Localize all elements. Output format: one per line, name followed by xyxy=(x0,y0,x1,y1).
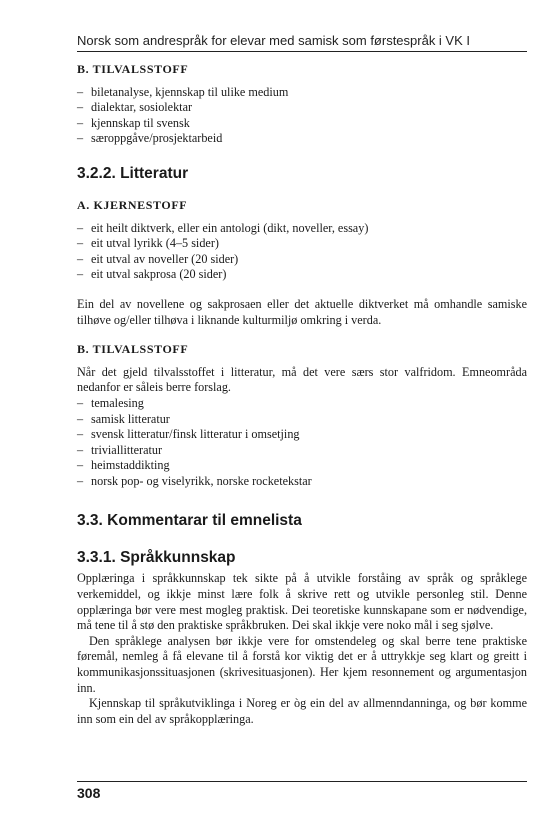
list-item: – eit utval sakprosa (20 sider) xyxy=(77,267,527,283)
heading-litteratur: 3.2.2. Litteratur xyxy=(77,164,189,182)
paragraph: Den språklege analysen bør ikkje vere for omstendeleg og skal berre tene praktiske føremål, nemleg å få elevane til å forstå kor viktig det er å uttrykkje seg klart og greitt i kommunikasjonssituasjonen (skrivesituasjonen). Her kjem resonnement og argumentasjon inn. xyxy=(77,633,527,695)
list-item: – kjennskap til svensk xyxy=(77,116,527,132)
list-item: – temalesing xyxy=(77,396,527,412)
list-item: – heimstaddikting xyxy=(77,458,527,474)
list-item: – norsk pop- og viselyrikk, norske rocketekstar xyxy=(77,474,527,490)
elective-list-1 xyxy=(77,85,527,147)
list-item: – eit utval lyrikk (4–5 sider) xyxy=(77,236,527,252)
list-item: – dialektar, sosiolektar xyxy=(77,100,527,116)
list-item: – eit utval av noveller (20 sider) xyxy=(77,252,527,268)
list-item: – svensk litteratur/finsk litteratur i omsetjing xyxy=(77,427,527,443)
list-item: – triviallitteratur xyxy=(77,443,527,459)
elective-intro: Når det gjeld tilvalsstoffet i litteratur, må det vere særs stor valfridom. Emneområda nedanfor er såleis berre forslag. xyxy=(77,364,527,395)
list-item: – særoppgåve/prosjektarbeid xyxy=(77,131,527,147)
elective-subheading-1: B. TILVALSSTOFF xyxy=(77,62,189,76)
elective-subheading-2: B. TILVALSSTOFF xyxy=(77,342,189,357)
heading-kommentarar: 3.3. Kommentarar til emnelista xyxy=(77,512,302,530)
core-subheading: A. KJERNESTOFF xyxy=(77,197,188,212)
footer-rule xyxy=(77,781,527,782)
running-header: Norsk som andrespråk for elevar med samisk som førstespråk i VK I xyxy=(77,33,471,48)
page-number: 308 xyxy=(77,785,101,801)
heading-spraakkunnskap: 3.3.1. Språkkunnskap xyxy=(77,549,236,567)
page-content xyxy=(77,62,527,727)
list-item: – biletanalyse, kjennskap til ulike medium xyxy=(77,85,527,101)
list-item: – samisk litteratur xyxy=(77,412,527,428)
core-paragraph: Ein del av novellene og sakprosaen eller det aktuelle diktverket må omhandle samiske tilhøve og/eller tilhøva i liknande kulturmiljø omkring i verda. xyxy=(77,296,527,327)
core-list xyxy=(77,221,527,283)
paragraph: Opplæringa i språkkunnskap tek sikte på å utvikle forståing av språk og språklege verkemiddel, og ikkje minst lære folk å skrive rett og utvikle personleg stil. Denne opplæringa bør vere mest mogleg praktisk. Dei teoretiske kunnskapane som er nødvendige, må tene til å stø den praktiske språkbruken. Dei skal ikkje vere noko mål i seg sjølve. xyxy=(77,571,527,633)
header-rule xyxy=(77,51,527,52)
paragraph: Kjennskap til språkutviklinga i Noreg er òg ein del av allmenndanninga, og bør komme inn som ein del av språkopplæringa. xyxy=(77,696,527,726)
list-item: – eit heilt diktverk, eller ein antologi (dikt, noveller, essay) xyxy=(77,221,527,237)
elective-list-2 xyxy=(77,396,527,490)
